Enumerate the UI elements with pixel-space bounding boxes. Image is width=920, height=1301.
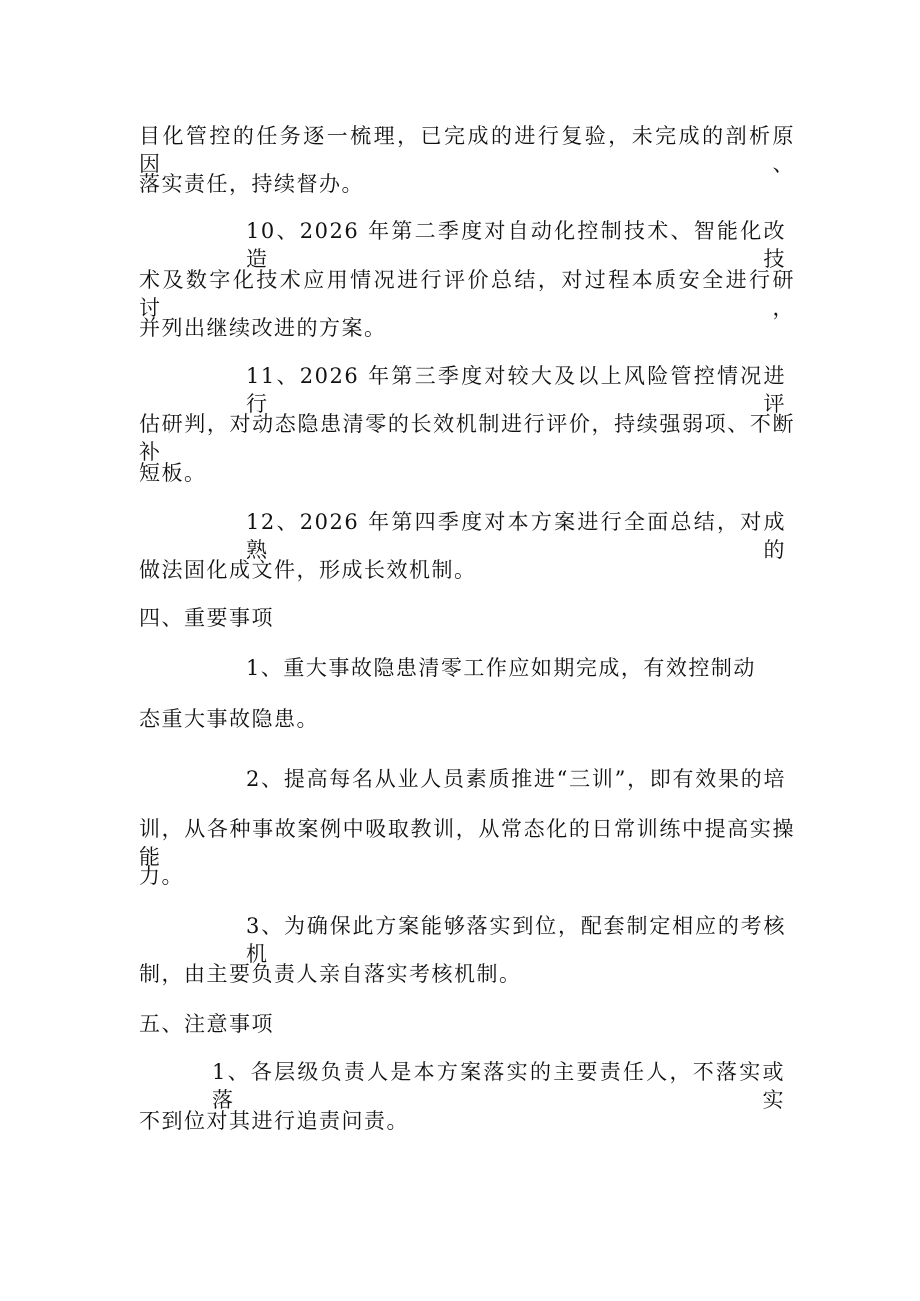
text-line-20: 1、各层级负责人是本方案落实的主要责任人，不落实或落实 bbox=[212, 1060, 785, 1112]
text-line-16: 力。 bbox=[139, 864, 184, 888]
text-line-21: 不到位对其进行追责问责。 bbox=[139, 1109, 409, 1133]
text-line-4: 术及数字化技术应用情况进行评价总结，对过程本质安全进行研讨， bbox=[139, 268, 795, 320]
text-line-6: 11、2026 年第三季度对较大及以上风险管控情况进行评 bbox=[246, 364, 786, 416]
text-line-5: 并列出继续改进的方案。 bbox=[139, 316, 387, 340]
text-line-2: 落实责任，持续督办。 bbox=[139, 172, 364, 196]
text-line-13: 态重大事故隐患。 bbox=[139, 707, 319, 731]
text-line-1: 目化管控的任务逐一梳理，已完成的进行复验，未完成的剖析原因、 bbox=[139, 124, 795, 176]
text-line-17: 3、为确保此方案能够落实到位，配套制定相应的考核机 bbox=[246, 914, 786, 966]
section-heading-notes: 五、注意事项 bbox=[139, 1012, 274, 1036]
text-line-15: 训，从各种事故案例中吸取教训，从常态化的日常训练中提高实操能 bbox=[139, 817, 795, 869]
text-line-7: 估研判，对动态隐患清零的长效机制进行评价，持续强弱项、不断补 bbox=[139, 412, 795, 464]
text-line-14: 2、提高每名从业人员素质推进“三训”，即有效果的培 bbox=[246, 767, 786, 791]
text-line-10: 做法固化成文件，形成长效机制。 bbox=[139, 558, 477, 582]
text-line-8: 短板。 bbox=[139, 461, 207, 485]
text-line-3: 10、2026 年第二季度对自动化控制技术、智能化改造技 bbox=[246, 219, 786, 271]
text-line-9: 12、2026 年第四季度对本方案进行全面总结，对成熟的 bbox=[246, 510, 786, 562]
section-heading-important: 四、重要事项 bbox=[139, 606, 274, 630]
text-line-12: 1、重大事故隐患清零工作应如期完成，有效控制动 bbox=[246, 656, 756, 680]
text-line-18: 制，由主要负责人亲自落实考核机制。 bbox=[139, 962, 522, 986]
